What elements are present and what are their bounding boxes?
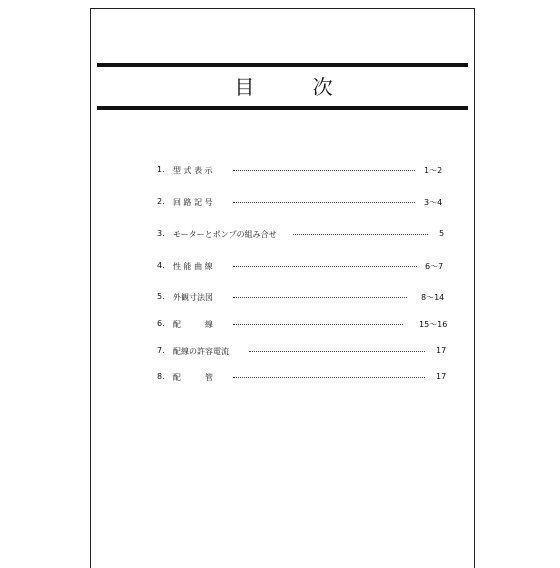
toc-entry-page: 3〜4 <box>424 198 443 207</box>
toc-dot-leader <box>233 202 415 203</box>
toc-entry-page: 5 <box>439 229 445 238</box>
toc-entry-number: 3. <box>157 229 165 238</box>
toc-entry <box>157 261 449 275</box>
toc-entry-label: 外観寸法図 <box>173 293 213 302</box>
toc-entry <box>157 319 449 333</box>
toc-entry-label: 配線の許容電流 <box>173 347 229 356</box>
toc-entry-label: 型 式 表 示 <box>173 166 213 175</box>
document-page <box>90 8 475 568</box>
toc-entry <box>157 165 449 179</box>
toc-entry <box>157 346 449 360</box>
toc-entry-label: モーターとポンプの組み合せ <box>173 230 277 239</box>
toc-entry <box>157 372 449 386</box>
toc-dot-leader <box>233 266 417 267</box>
toc-dot-leader <box>249 351 425 352</box>
toc-entry-page: 6〜7 <box>425 262 444 271</box>
toc-entry <box>157 229 449 243</box>
toc-entry-number: 4. <box>157 261 165 270</box>
toc-entry-label: 配 線 <box>173 320 213 329</box>
toc-entry-number: 7. <box>157 346 165 355</box>
page-title: 目 次 <box>234 75 359 99</box>
toc-dot-leader <box>233 170 415 171</box>
title-top-rule <box>97 63 468 67</box>
toc-entry-page: 1〜2 <box>424 166 443 175</box>
toc-entry-number: 1. <box>157 165 165 174</box>
title-bottom-rule <box>97 106 468 110</box>
toc-entry-label: 配 管 <box>173 373 213 382</box>
toc-entry-page: 17 <box>436 372 447 381</box>
toc-entry-page: 17 <box>436 346 447 355</box>
toc-entry-number: 6. <box>157 319 165 328</box>
toc-entry-page: 8〜14 <box>421 293 445 302</box>
toc-entry <box>157 197 449 211</box>
toc-entry-number: 8. <box>157 372 165 381</box>
toc-entry-label: 回 路 記 号 <box>173 198 213 207</box>
toc-entry-page: 15〜16 <box>419 320 448 329</box>
toc-dot-leader <box>233 324 403 325</box>
toc-entry-number: 5. <box>157 292 165 301</box>
toc-entry-label: 性 能 曲 線 <box>173 262 213 271</box>
toc-entry <box>157 292 449 306</box>
toc-dot-leader <box>233 377 425 378</box>
toc-dot-leader <box>233 297 407 298</box>
toc-entry-number: 2. <box>157 197 165 206</box>
toc-dot-leader <box>293 234 428 235</box>
